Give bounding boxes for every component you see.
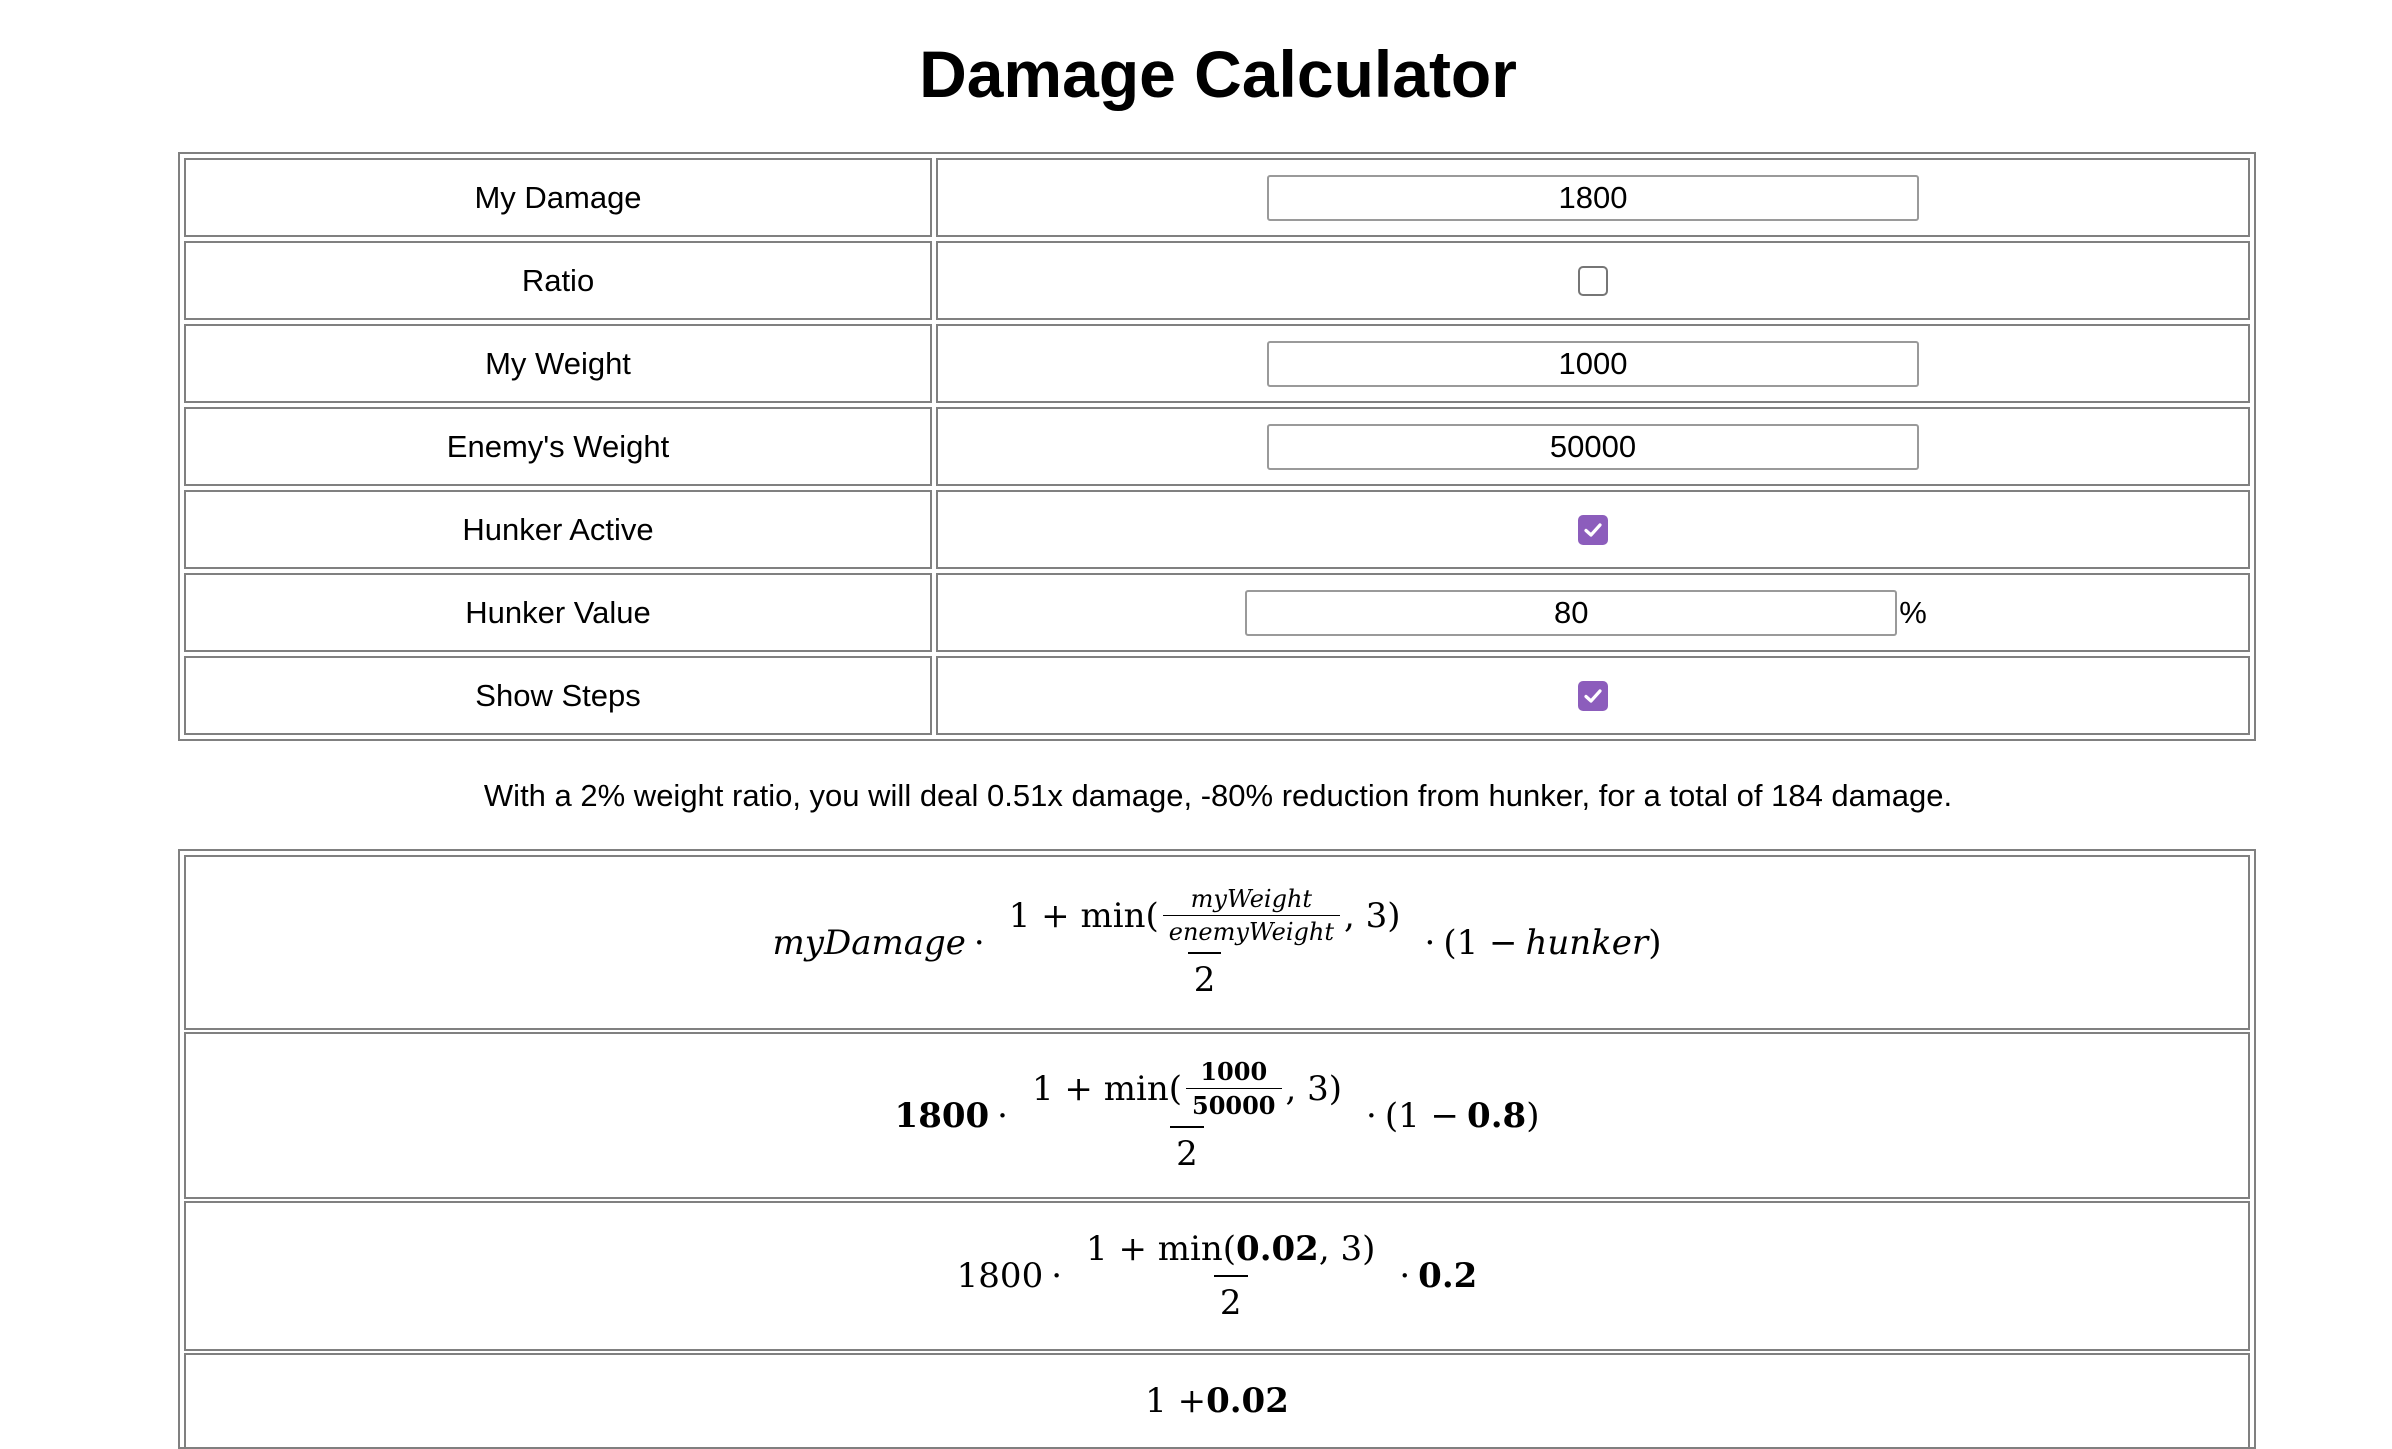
formula-one-minus: (1 − — [1443, 922, 1518, 963]
step2-enemy-weight: 50000 — [1186, 1088, 1282, 1120]
hunker-value-cell — [936, 573, 2250, 652]
step2-damage: 1800 — [894, 1095, 990, 1136]
step2-one-plus-min: 1 + min( — [1031, 1068, 1182, 1109]
step2-numerator — [1026, 1057, 1348, 1126]
formula-2 — [895, 1057, 1540, 1174]
step4-ratio: 0.02 — [1206, 1381, 1289, 1421]
formula-cap: , 3) — [1343, 895, 1401, 936]
hunker-value-label: Hunker Value — [184, 573, 932, 652]
step2-divisor: 2 — [1170, 1126, 1204, 1174]
step-min-resolved — [184, 1353, 2250, 1449]
my-damage-label: My Damage — [184, 158, 932, 237]
show-steps-cell — [936, 656, 2250, 735]
ratio-label: Ratio — [184, 241, 932, 320]
step-ratio-computed — [184, 1201, 2250, 1351]
percent-unit: % — [1899, 594, 1927, 630]
formula-dot: · — [973, 922, 985, 963]
formula-weight-fraction — [1163, 885, 1340, 946]
settings-table — [178, 152, 2256, 741]
check-icon — [1581, 518, 1605, 542]
check-icon — [1581, 684, 1605, 708]
step3-dot: · — [1051, 1256, 1063, 1296]
my-damage-input[interactable] — [1267, 175, 1919, 221]
formula-4 — [1145, 1381, 1289, 1421]
step3-divisor: 2 — [1214, 1275, 1248, 1323]
row-show-steps — [182, 654, 2252, 737]
hunker-active-cell — [936, 490, 2250, 569]
step3-ratio: 0.02 — [1236, 1229, 1319, 1269]
step2-dot-2: · — [1366, 1095, 1377, 1136]
steps-table — [178, 849, 2256, 1449]
formula-3 — [957, 1229, 1478, 1323]
my-weight-label: My Weight — [184, 324, 932, 403]
formula-1 — [773, 885, 1662, 1000]
my-damage-cell — [936, 158, 2250, 237]
my-weight-input[interactable] — [1267, 341, 1919, 387]
step3-main-fraction — [1080, 1229, 1381, 1323]
step3-damage: 1800 — [956, 1256, 1044, 1296]
show-steps-label: Show Steps — [184, 656, 932, 735]
hunker-active-label: Hunker Active — [184, 490, 932, 569]
row-hunker-value — [182, 571, 2252, 654]
step3-cap: , 3) — [1318, 1229, 1376, 1269]
hunker-value-input[interactable] — [1245, 590, 1897, 636]
row-ratio — [182, 239, 2252, 322]
step2-one-minus: (1 − — [1384, 1095, 1460, 1136]
result-summary: With a 2% weight ratio, you will deal 0.51x damage, -80% reduction from hunker, for a total of 184 damage. — [483, 778, 1953, 813]
step4-one-plus: 1 + — [1145, 1381, 1207, 1421]
formula-close: ) — [1648, 922, 1662, 963]
formula-main-fraction — [1003, 885, 1407, 1000]
step-substituted — [184, 1032, 2250, 1199]
step2-weight-fraction — [1186, 1057, 1282, 1120]
formula-enemy-weight: enemyWeight — [1163, 915, 1340, 946]
step2-main-fraction — [1026, 1057, 1348, 1174]
hunker-value-group — [1245, 590, 1927, 636]
enemy-weight-label: Enemy's Weight — [184, 407, 932, 486]
row-my-damage — [182, 156, 2252, 239]
hunker-active-checkbox[interactable] — [1578, 515, 1608, 545]
step3-factor: 0.2 — [1418, 1256, 1478, 1296]
step-formula-symbolic — [184, 855, 2250, 1030]
step3-numerator — [1080, 1229, 1381, 1275]
formula-my-damage: myDamage — [772, 922, 966, 963]
formula-one-plus-min: 1 + min( — [1008, 895, 1159, 936]
step3-dot-2: · — [1399, 1256, 1411, 1296]
enemy-weight-input[interactable] — [1267, 424, 1919, 470]
row-hunker-active — [182, 488, 2252, 571]
row-enemy-weight — [182, 405, 2252, 488]
ratio-checkbox[interactable] — [1578, 266, 1608, 296]
row-my-weight — [182, 322, 2252, 405]
page-title: Damage Calculator — [919, 37, 1517, 111]
step2-hunker: 0.8 — [1467, 1095, 1527, 1136]
formula-divisor: 2 — [1188, 952, 1222, 1000]
ratio-cell — [936, 241, 2250, 320]
step2-cap: , 3) — [1285, 1068, 1343, 1109]
step2-my-weight: 1000 — [1200, 1057, 1268, 1086]
show-steps-checkbox[interactable] — [1578, 681, 1608, 711]
step2-dot: · — [997, 1095, 1008, 1136]
step2-close: ) — [1526, 1095, 1540, 1136]
formula-numerator — [1003, 885, 1407, 952]
enemy-weight-cell — [936, 407, 2250, 486]
step3-one-plus-min: 1 + min( — [1086, 1229, 1237, 1269]
formula-my-weight: myWeight — [1190, 885, 1313, 913]
formula-hunker: hunker — [1525, 922, 1649, 963]
formula-dot-2: · — [1424, 922, 1436, 963]
my-weight-cell — [936, 324, 2250, 403]
